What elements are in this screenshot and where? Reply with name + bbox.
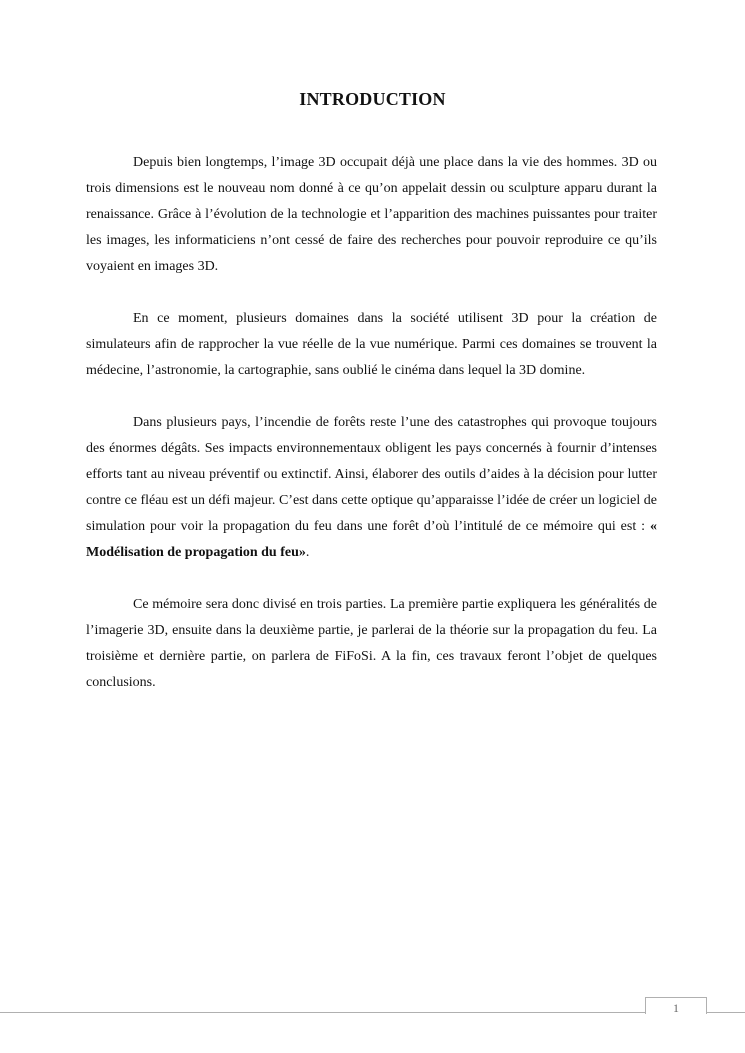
footer-divider [0,1012,745,1013]
paragraph-2: En ce moment, plusieurs domaines dans la société utilisent 3D pour la création de simulateurs afin de rapprocher la vue réelle de la vue numérique. Parmi ces domaines se trouvent la médecine, l’astronomie, la cartographie, sans oublié le cinéma dans lequel la 3D domine. [86,311,657,378]
page-number: 1 [645,997,707,1014]
paragraph-4: Ce mémoire sera donc divisé en trois parties. La première partie expliquera les généralités de l’imagerie 3D, ensuite dans la deuxième partie, je parlerai de la théorie sur la propagation du feu. La troisième et dernière partie, on parlera de FiFoSi. A la fin, ces travaux feront l’objet de quelques conclusions. [86,597,657,690]
thesis-title-bold: « Modélisation de propagation du feu» [86,519,657,560]
document-body [86,150,657,722]
paragraph-1: Depuis bien longtemps, l’image 3D occupait déjà une place dans la vie des hommes. 3D ou trois dimensions est le nouveau nom donné à ce qu’on appelait dessin ou sculpture apparu durant la renaissance. Grâce à l’évolution de la technologie et l’apparition des machines puissantes pour traiter les images, les informaticiens n’ont cessé de faire des recherches pour pouvoir reproduire ce qu’ils voyaient en images 3D. [86,155,657,274]
paragraph-3 [86,410,657,566]
paragraph-3-end: . [305,545,310,560]
paragraph-3-text: Dans plusieurs pays, l’incendie de forêts reste l’une des catastrophes qui provoque toujours des énormes dégâts. Ses impacts environnementaux obligent les pays concernés à fournir d’intenses efforts tant au niveau préventif ou extinctif. Ainsi, élaborer des outils d’aides à la décision pour lutter contre ce fléau est un défi majeur. C’est dans cette optique qu’apparaisse l’idée de créer un logiciel de simulation pour voir la propagation du feu dans une forêt d’où l’intitulé de ce mémoire qui est : [86,415,657,534]
page-title: INTRODUCTION [299,89,446,109]
